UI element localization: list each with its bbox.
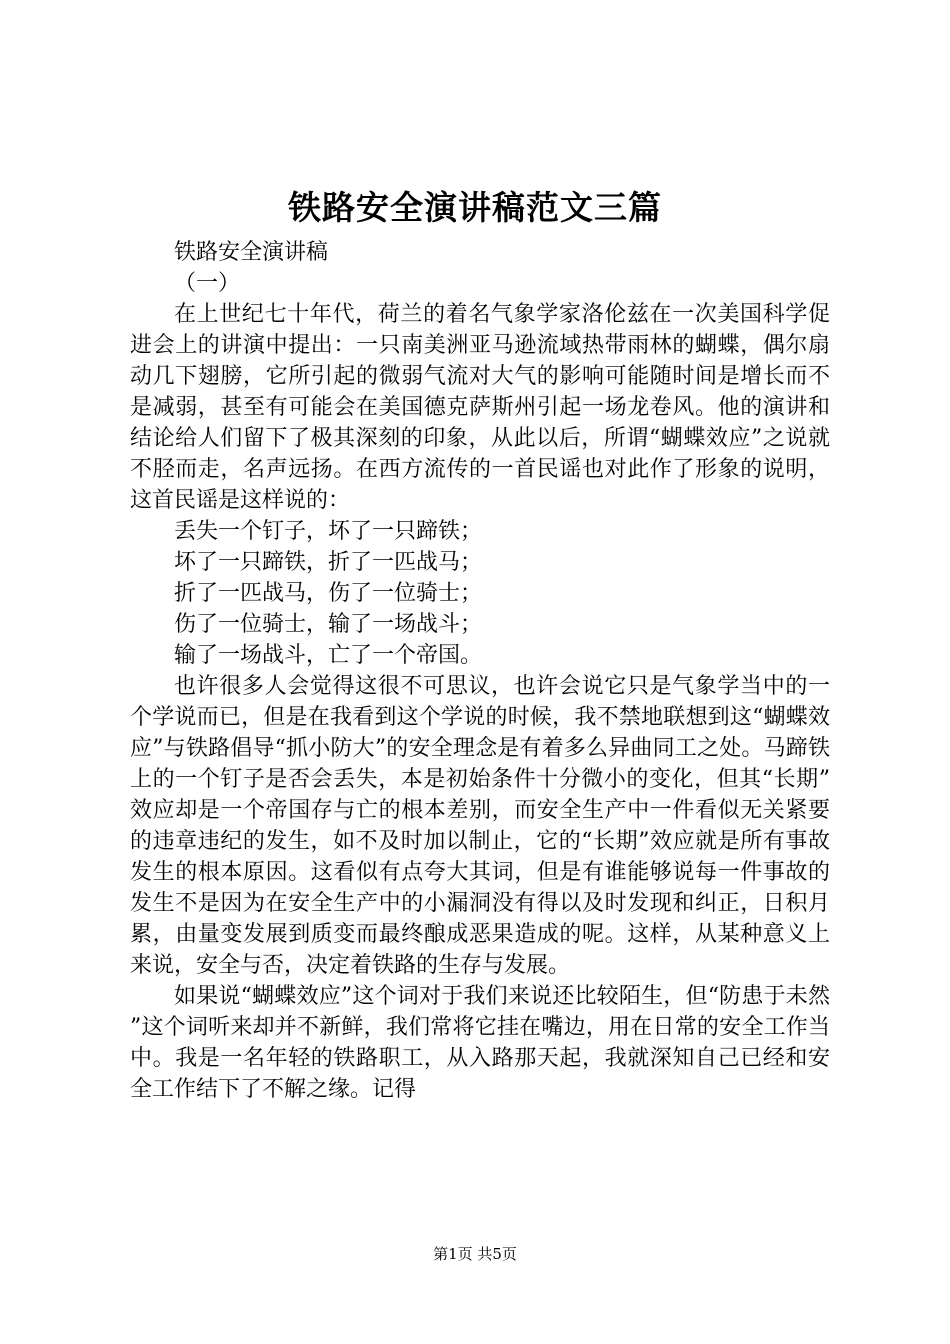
verse-line: 折了一匹战马，伤了一位骑士； (174, 581, 483, 606)
subtitle-paragraph: 铁路安全演讲稿 (174, 240, 329, 265)
page-footer: 第1页 共5页 (433, 1245, 517, 1263)
verse-line: 伤了一位骑士，输了一场战斗； (174, 612, 483, 637)
document-title: 铁路安全演讲稿范文三篇 (288, 188, 662, 227)
document-body (130, 237, 830, 1105)
section-number: （一） (174, 271, 241, 296)
verse-line: 坏了一只蹄铁，折了一匹战马； (174, 550, 483, 575)
verse-line: 输了一场战斗，亡了一个帝国。 (174, 643, 483, 668)
body-paragraph: 也许很多人会觉得这很不可思议，也许会说它只是气象学当中的一个学说而已，但是在我看到这个学说的时候，我不禁地联想到这“蝴蝶效应”与铁路倡导“抓小防大”的安全理念是有着多么异曲同工之处。马蹄铁上的一个钉子是否会丢失，本是初始条件十分微小的变化，但其“长期”效应却是一个帝国存与亡的根本差别，而安全生产中一件看似无关紧要的违章违纪的发生，如不及时加以制止，它的“长期”效应就是所有事故发生的根本原因。这看似有点夸大其词，但是有谁能够说每一件事故的发生不是因为在安全生产中的小漏洞没有得以及时发现和纠正，日积月累，由量变发展到质变而最终酿成恶果造成的呢。这样，从某种意义上来说，安全与否，决定着铁路的生存与发展。 (130, 674, 830, 978)
body-paragraph: 如果说“蝴蝶效应”这个词对于我们来说还比较陌生，但“防患于未然”这个词听来却并不新鲜，我们常将它挂在嘴边，用在日常的安全工作当中。我是一名年轻的铁路职工，从入路那天起，我就深知自己已经和安全工作结下了不解之缘。记得 (130, 984, 830, 1102)
body-paragraph: 在上世纪七十年代，荷兰的着名气象学家洛伦兹在一次美国科学促进会上的讲演中提出：一只南美洲亚马逊流域热带雨林的蝴蝶，偶尔扇动几下翅膀，它所引起的微弱气流对大气的影响可能随时间是增长而不是减弱，甚至有可能会在美国德克萨斯州引起一场龙卷风。他的演讲和结论给人们留下了极其深刻的印象，从此以后，所谓“蝴蝶效应”之说就不胫而走，名声远扬。在西方流传的一首民谣也对此作了形象的说明，这首民谣是这样说的： (130, 302, 830, 513)
verse-line: 丢失一个钉子，坏了一只蹄铁； (174, 519, 483, 544)
